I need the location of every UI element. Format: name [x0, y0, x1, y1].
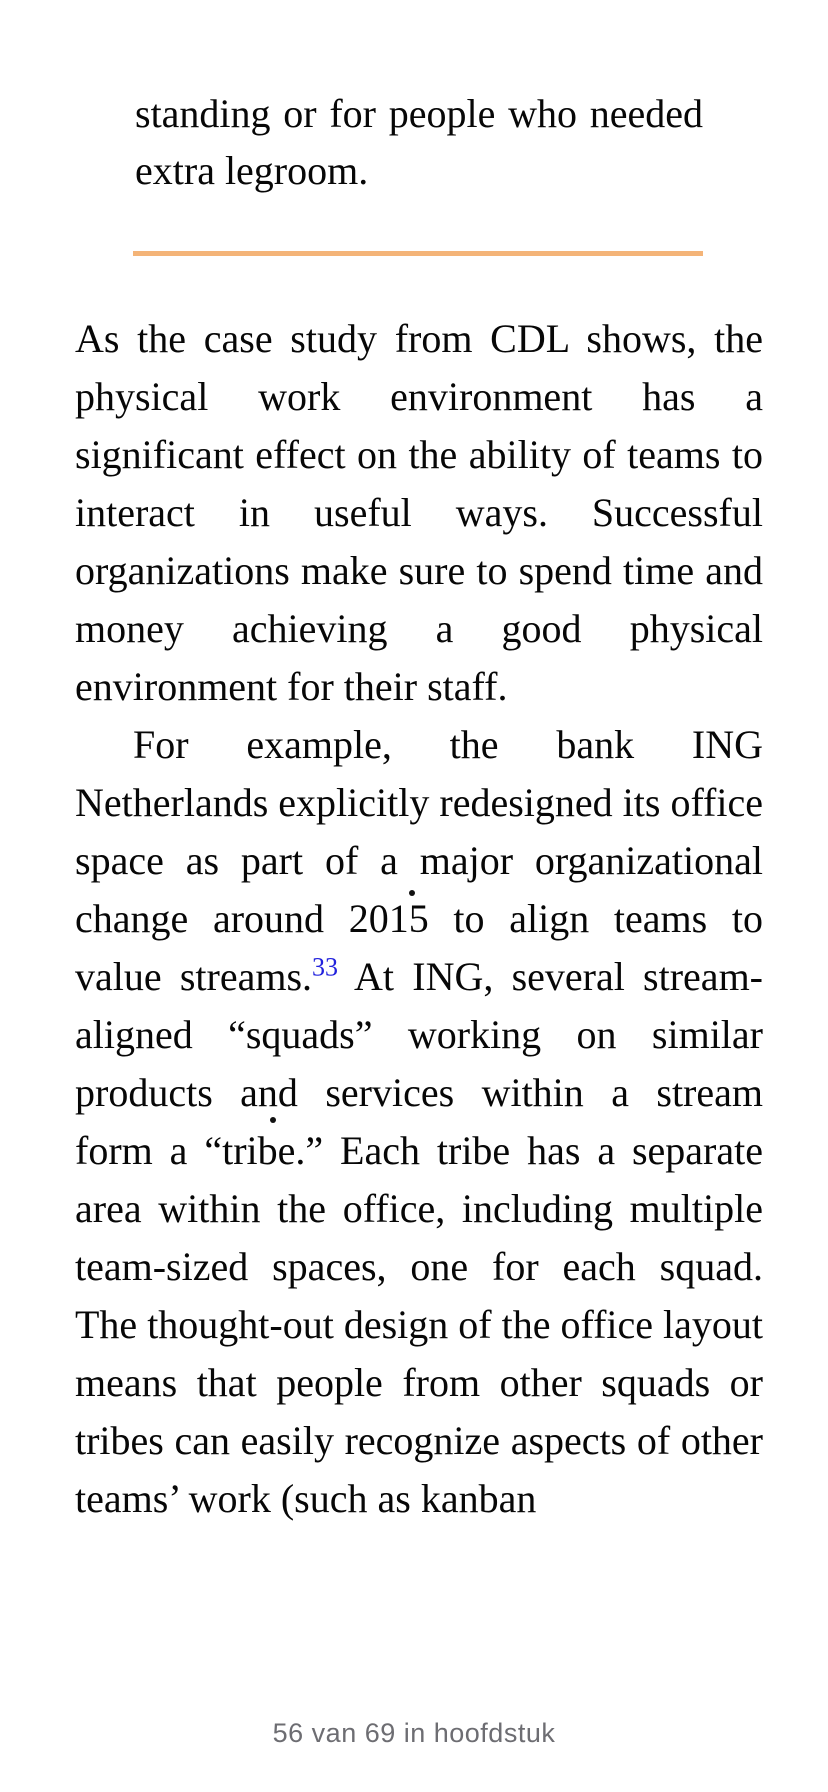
paragraph-text: At ING, several stream-aligned “squads” working on similar products and services within a stream form a “tribe.” Each tribe has a separate area within the office, including multiple team-sized spaces, one for each squad. The thought-out design of the office layout means that people from other squads or tribes can easily recognize aspects of other teams’ work (such as kanban	[75, 954, 763, 1521]
section-divider	[133, 251, 703, 256]
paragraph	[75, 716, 763, 1528]
blockquote-continuation: standing or for people who needed extra legroom.	[135, 91, 703, 193]
footnote-link[interactable]: 33	[312, 952, 339, 982]
annotation-dot	[270, 1117, 276, 1123]
reading-area	[75, 310, 763, 1528]
annotation-dot	[409, 890, 415, 896]
page-progress-label: 56 van 69 in hoofdstuk	[272, 1718, 556, 1748]
paragraph-text: As the case study from CDL shows, the physical work environment has a significant effect on the ability of teams to interact in useful ways. Successful organizations make sure to spend time and money achieving a good physical environment for their staff.	[75, 316, 763, 709]
paragraph-text: For example, the bank ING Netherlands explicitly redesigned its office space as part of a major organizational change around 2015 to align teams to value streams.	[75, 722, 763, 999]
paragraph	[75, 310, 763, 716]
